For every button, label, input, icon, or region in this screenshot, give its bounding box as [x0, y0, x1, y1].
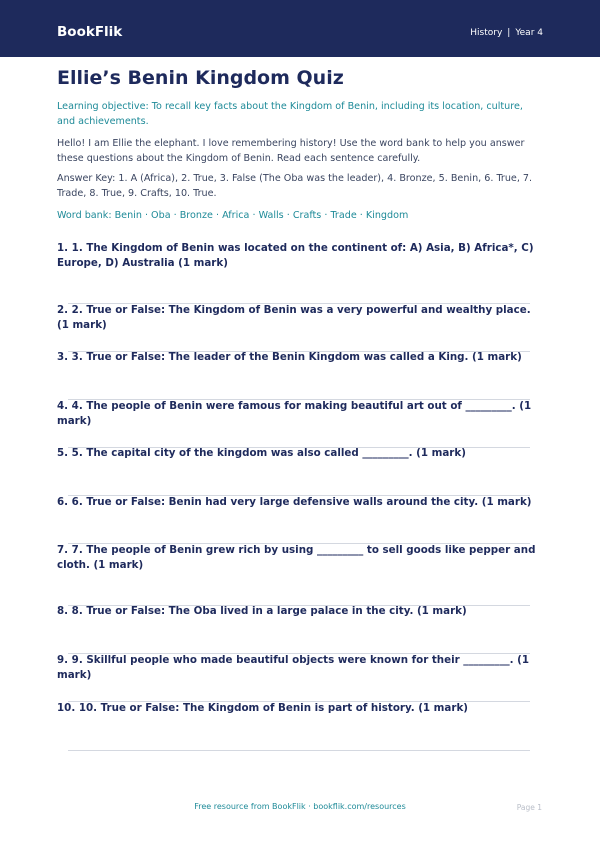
breadcrumb-subject[interactable]: History: [470, 28, 503, 38]
question-1: 1. 1. The Kingdom of Benin was located on the continent of: A) Asia, B) Africa*, C) Europe, D) Australia (1 mark): [57, 242, 534, 269]
footer-text[interactable]: Free resource from BookFlik · bookflik.com/resources: [194, 802, 406, 811]
breadcrumb-separator: |: [507, 28, 511, 38]
question-5: 5. 5. The capital city of the kingdom was also called _________. (1 mark): [57, 447, 466, 459]
question-7: 7. 7. The people of Benin grew rich by using _________ to sell goods like pepper and cloth. (1 mark): [57, 544, 536, 571]
answer-line-10[interactable]: [68, 750, 530, 751]
question-4: 4. 4. The people of Benin were famous for making beautiful art out of _________. (1 mark): [57, 400, 532, 427]
page-number: Page 1: [516, 803, 542, 812]
word-bank: Word bank: Benin · Oba · Bronze · Africa · Walls · Crafts · Trade · Kingdom: [57, 210, 409, 221]
page-title: Ellie’s Benin Kingdom Quiz: [57, 67, 344, 89]
question-2: 2. 2. True or False: The Kingdom of Benin was a very powerful and wealthy place. (1 mark): [57, 304, 531, 331]
answer-key: Answer Key: 1. A (Africa), 2. True, 3. False (The Oba was the leader), 4. Bronze, 5. Benin, 6. True, 7. Trade, 8. True, 9. Crafts, 10. True.: [57, 173, 533, 199]
header-bar: [0, 0, 600, 57]
question-8: 8. 8. True or False: The Oba lived in a large palace in the city. (1 mark): [57, 605, 467, 617]
brand-logo[interactable]: BookFlik: [57, 24, 123, 40]
learning-objective: Learning objective: To recall key facts about the Kingdom of Benin, including its location, culture, and achievements.: [57, 101, 523, 127]
question-3: 3. 3. True or False: The leader of the Benin Kingdom was called a King. (1 mark): [57, 351, 522, 363]
question-10: 10. 10. True or False: The Kingdom of Benin is part of history. (1 mark): [57, 702, 468, 714]
breadcrumb: [470, 28, 543, 38]
question-9: 9. 9. Skillful people who made beautiful objects were known for their _________. (1 mark): [57, 654, 529, 681]
breadcrumb-level[interactable]: Year 4: [515, 28, 543, 38]
intro-text: Hello! I am Ellie the elephant. I love remembering history! Use the word bank to help you answer these questions about the Kingdom of Benin. Read each sentence carefully.: [57, 138, 525, 164]
question-6: 6. 6. True or False: Benin had very large defensive walls around the city. (1 mark): [57, 496, 532, 508]
